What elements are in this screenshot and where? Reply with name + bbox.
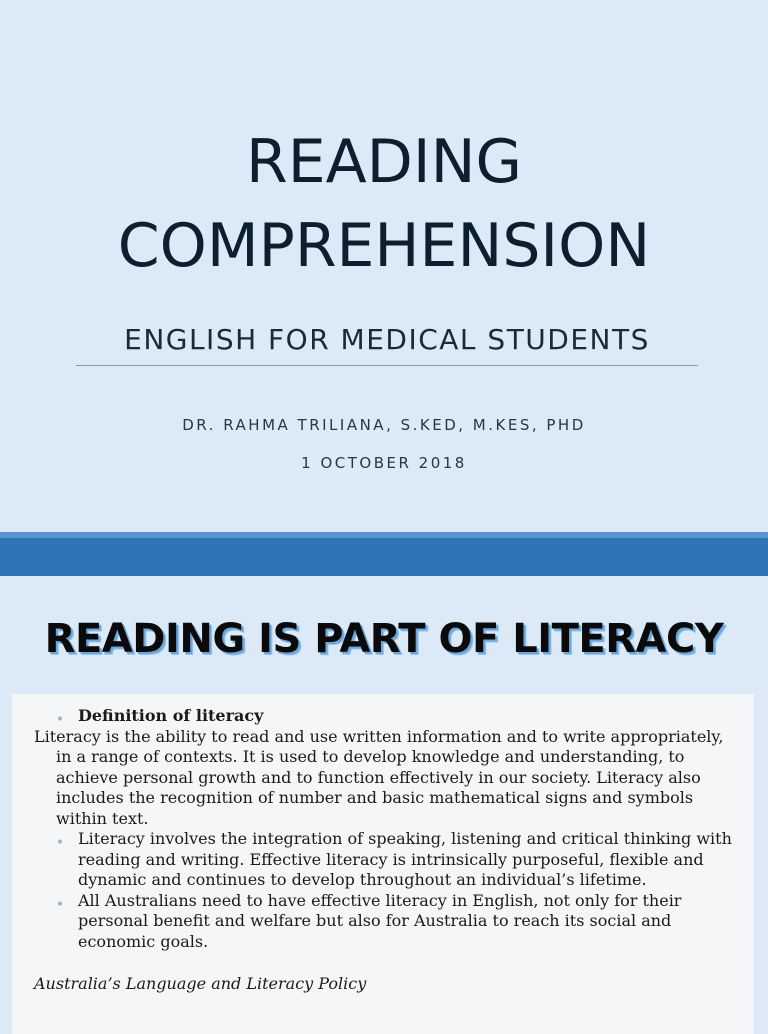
definition-text: Literacy is the ability to read and use written information and to write appropriately, in a range of contexts. It is used to develop knowledge and understanding, to achieve personal growth and to function effectively in our society. Literacy also includes the recognition of number and basic mathematical signs and symbols within text. — [34, 726, 724, 828]
content-slide-title: READING IS PART OF LITERACY — [44, 616, 724, 662]
author-name: DR. RAHMA TRILIANA, S.KED, M.KES, PHD — [182, 416, 586, 434]
bullet-icon: • — [56, 835, 65, 851]
content-slide — [0, 576, 768, 1024]
definition-heading: Definition of literacy — [78, 706, 264, 725]
list-item — [56, 891, 736, 953]
slide-subtitle: ENGLISH FOR MEDICAL STUDENTS — [124, 323, 650, 356]
slide-separator-band — [0, 538, 768, 576]
bullet-icon: • — [56, 896, 65, 913]
presentation-date: 1 OCTOBER 2018 — [301, 454, 467, 472]
content-text — [34, 706, 736, 995]
subtitle-divider — [76, 365, 698, 366]
list-item — [56, 829, 736, 891]
slide-title — [0, 120, 768, 288]
bullet-icon: • — [56, 712, 65, 728]
bullet-text: Literacy involves the integration of speaking, listening and critical thinking with reading and writing. Effective literacy is intrinsically purposeful, flexible and dynamic and continues to develop throughout an individual’s lifetime. — [78, 829, 732, 889]
title-line-1: READING — [246, 127, 522, 197]
content-box — [12, 694, 754, 1034]
bullet-text: All Australians need to have effective literacy in English, not only for their personal benefit and welfare but also for Australia to reach its social and economic goals. — [78, 890, 682, 951]
list-item — [56, 706, 736, 727]
source-citation: Australia’s Language and Literacy Policy — [34, 974, 367, 993]
title-line-2: COMPREHENSION — [117, 211, 651, 281]
